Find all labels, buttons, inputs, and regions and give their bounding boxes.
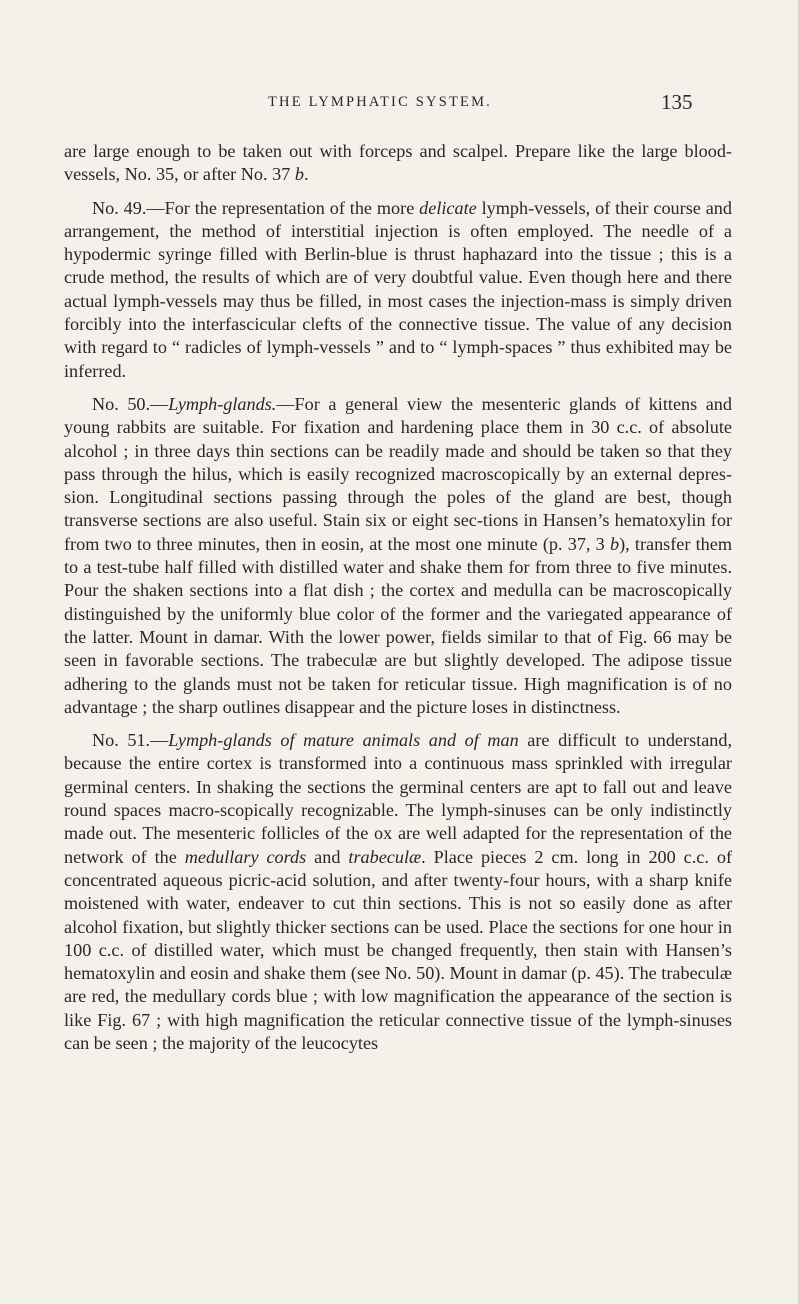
paragraph-no-49: No. 49.—For the representation of the more delicate lymph-vessels, of their course and arrangement, the method of interstitial injection is often employed. The needle of a hypodermic syringe filled with Berlin-blue is thrust haphazard into the tissue ; this is a crude method, the results of which are of very doubtful value. Even though here and there actual lymph-vessels may thus be filled, in most cases the injection-mass is simply driven forcibly into the interfascicular clefts of the connective tissue. The value of any decision with regard to “ radicles of lymph-vessels ” and to “ lymph-spaces ” thus exhibited may be inferred.	[64, 197, 732, 381]
running-title: THE LYMPHATIC SYSTEM.	[268, 94, 492, 110]
body-text	[64, 140, 732, 1065]
paragraph-no-50: No. 50.—Lymph-glands.—For a general view the mesenteric glands of kittens and young rabbits are suitable. For fixation and hardening place them in 30 c.c. of absolute alcohol ; in three days thin sections can be readily made and should be taken so that they pass through the hilus, which is easily recognized macroscopically by an external depres-sion. Longitudinal sections passing through the poles of the gland are best, though transverse sections are also useful. Stain six or eight sec-tions in Hansen’s hematoxylin for from two to three minutes, then in eosin, at the most one minute (p. 37, 3 b), transfer them to a test-tube half filled with distilled water and shake them for from three to five minutes. Pour the shaken sections into a flat dish ; the cortex and medulla can be macroscopically distinguished by the uniformly blue color of the former and the variegated appearance of the latter. Mount in damar. With the lower power, fields similar to that of Fig. 66 may be seen in favorable sections. The trabeculæ are but slightly developed. The adipose tissue adhering to the glands must not be taken for reticular tissue. High magnification is of no advantage ; the sharp outlines disappear and the picture loses in distinctness.	[64, 393, 732, 717]
running-head	[0, 90, 800, 120]
paragraph-continuation: are large enough to be taken out with forceps and scalpel. Prepare like the large blood-vessels, No. 35, or after No. 37 b.	[64, 141, 732, 185]
page-number: 135	[661, 90, 693, 114]
paragraph-no-51: No. 51.—Lymph-glands of mature animals and of man are difficult to understand, because the entire cortex is transformed into a continuous mass sprinkled with irregular germinal centers. In shaking the sections the germinal centers are apt to fall out and leave round spaces macro-scopically recognizable. The lymph-sinuses can be only indistinctly made out. The mesenteric follicles of the ox are well adapted for the representation of the network of the medullary cords and trabeculæ. Place pieces 2 cm. long in 200 c.c. of concentrated aqueous picric-acid solution, and after twenty-four hours, with a sharp knife moistened with water, endeaver to cut thin sections. This is not so easily done as after alcohol fixation, but slightly thicker sections can be used. Place the sections for one hour in 100 c.c. of distilled water, which must be changed frequently, then stain with Hansen’s hematoxylin and eosin and shake them (see No. 50). Mount in damar (p. 45). The trabeculæ are red, the medullary cords blue ; with low magnification the appearance of the section is like Fig. 67 ; with high magnification the reticular connective tissue of the lymph-sinuses can be seen ; the majority of the leucocytes	[64, 730, 733, 1053]
